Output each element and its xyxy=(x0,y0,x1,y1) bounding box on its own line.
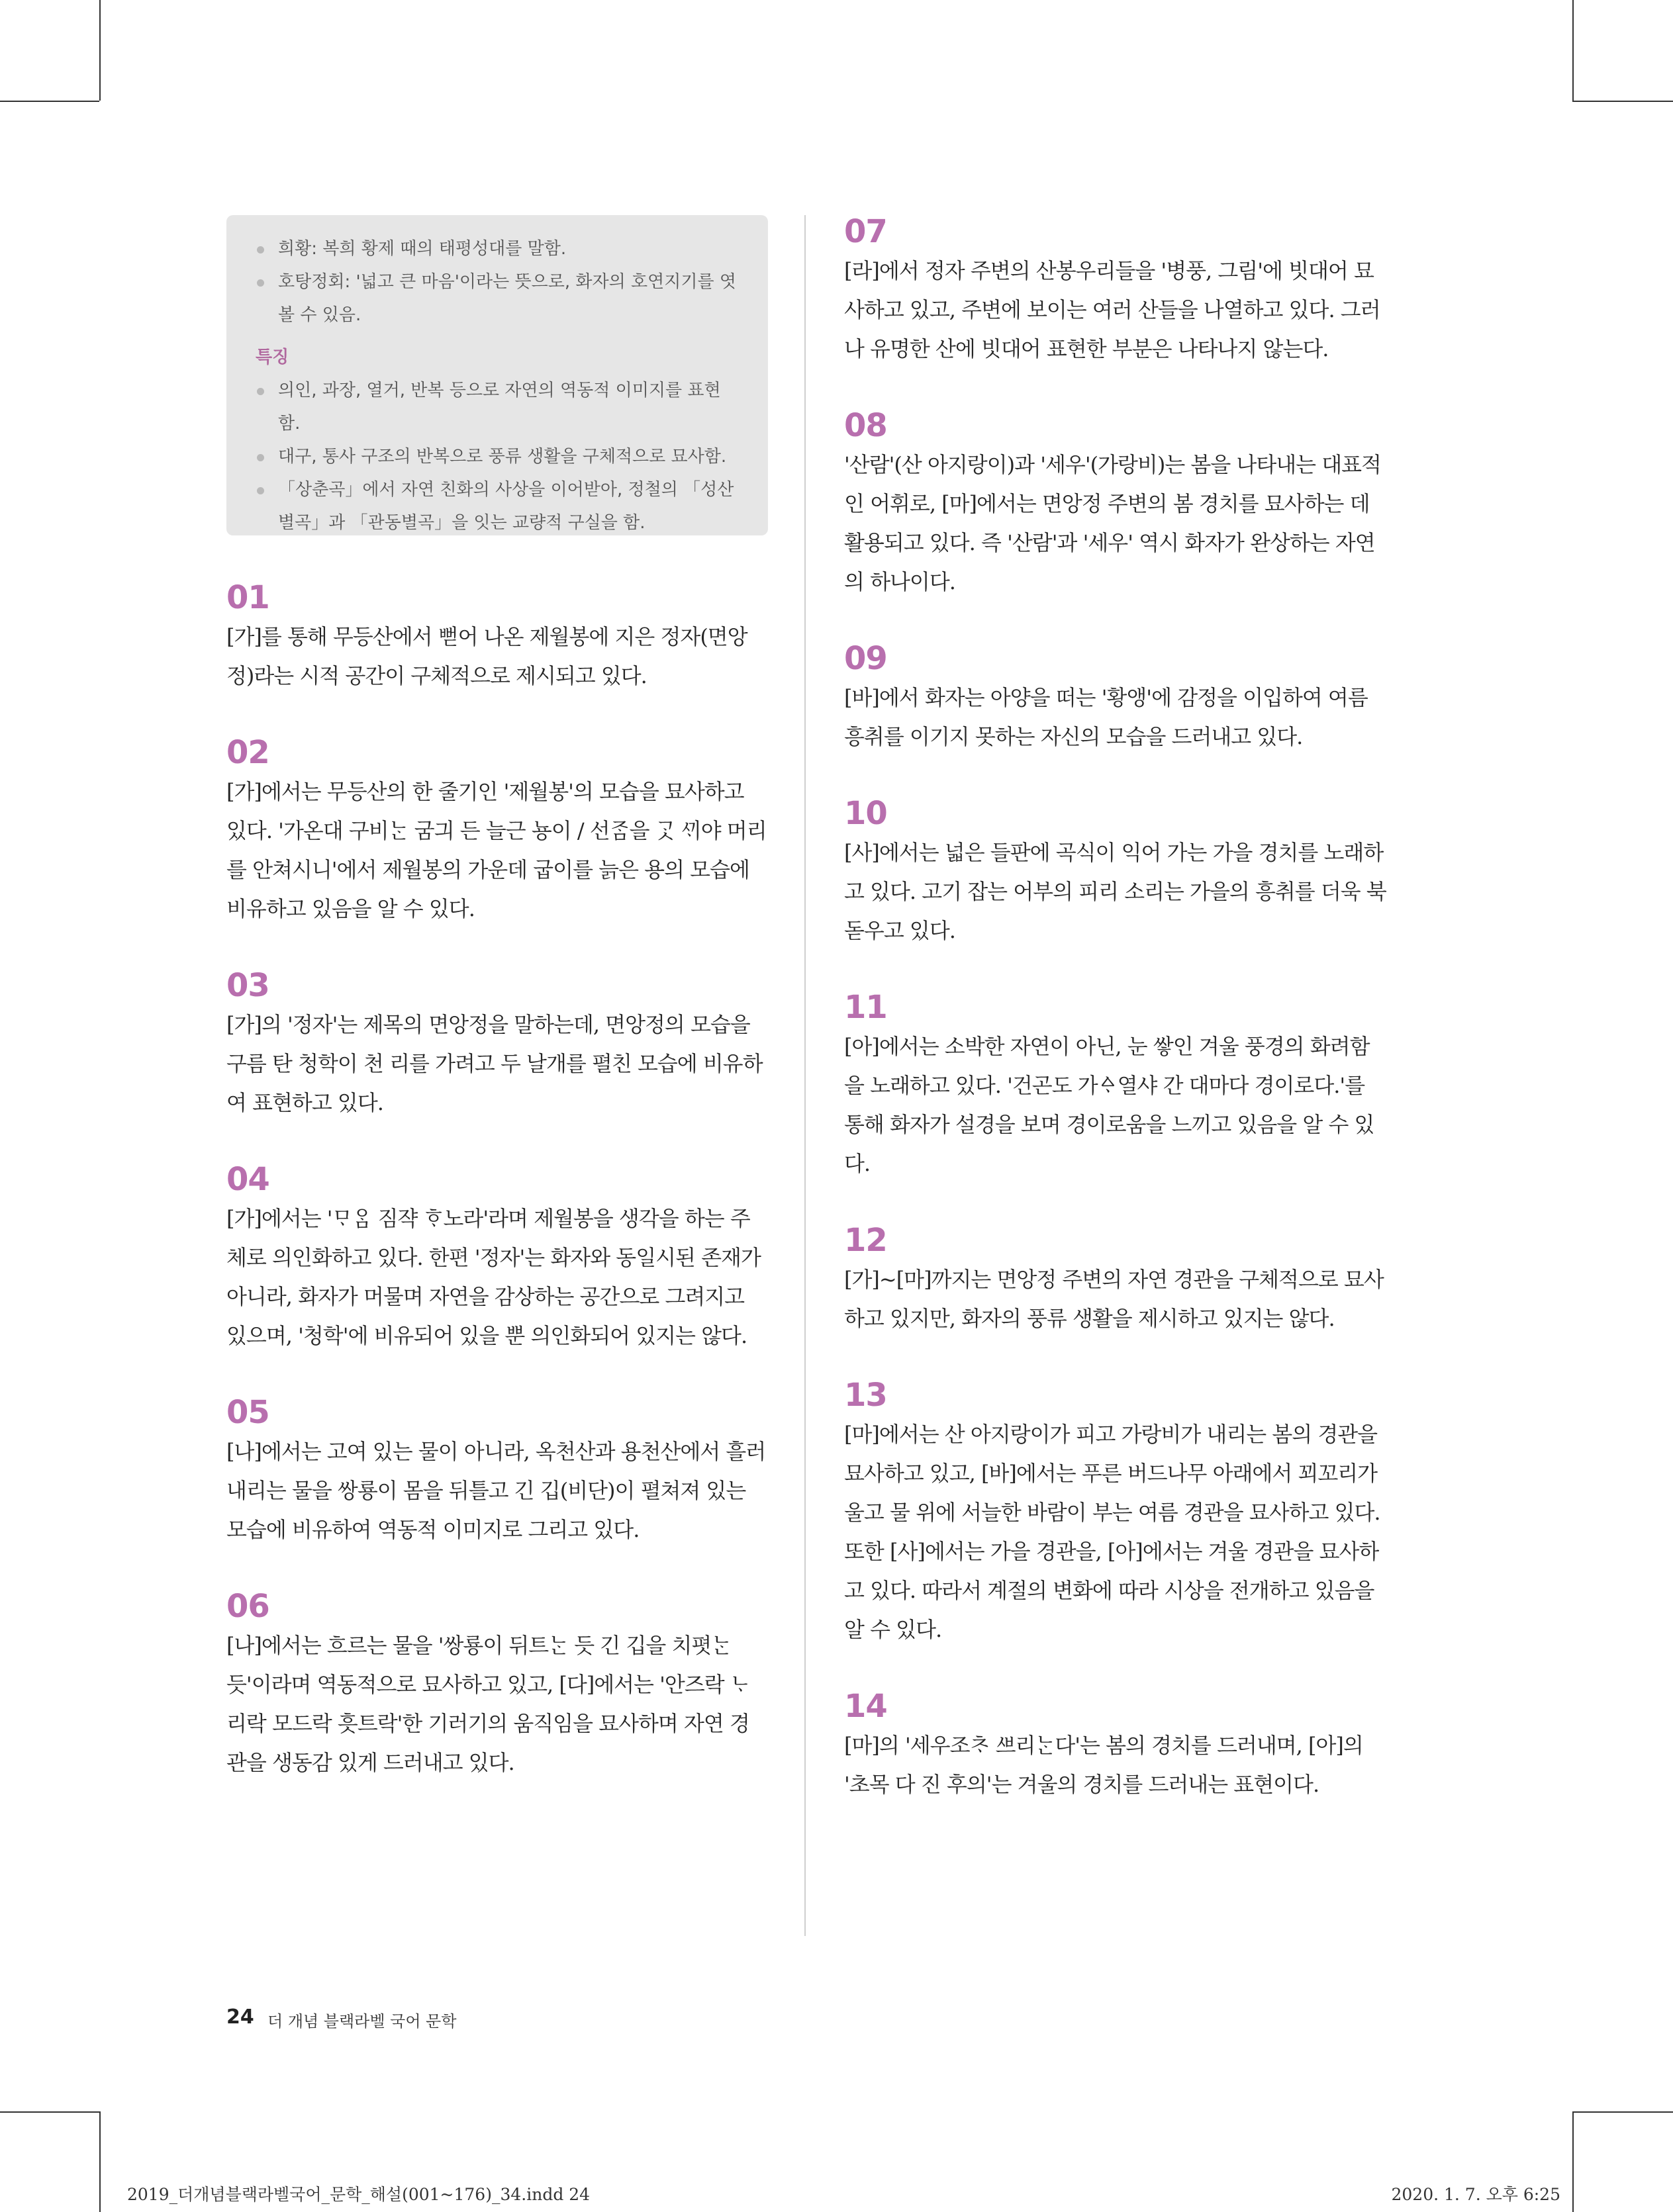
question-text: [가]를 통해 무등산에서 뻗어 나온 제월봉에 지은 정자(면앙정)라는 시적 공간이 구체적으로 제시되고 있다. xyxy=(226,624,747,688)
question-block xyxy=(844,988,1387,1183)
features-heading: 특징 xyxy=(256,347,289,367)
right-column xyxy=(844,212,1387,1841)
question-number: 07 xyxy=(844,213,887,250)
question-text: [나]에서는 흐르는 물을 '쌍룡이 뒤트ᄂᆞᆫ 듯 긴 깁을 치폇ᄂᆞᆫ 듯'이라며 역동적으로 묘사하고 있고, [다]에서는 '안즈락 ᄂᆞ리락 모드락 흣트락'한 기러기의 움직임을 묘사하며 자연 경관을 생동감 있게 드러내고 있다. xyxy=(226,1633,750,1775)
question-text: [가]에서는 'ᄆᆞᄋᆞᆷ 짐쟉 ᄒᆞ노라'라며 제월봉을 생각을 하는 주체로 의인화하고 있다. 한편 '정자'는 화자와 동일시된 존재가 아니라, 화자가 머물며 자연을 감상하는 공간으로 그려지고 있으며, '청학'에 비유되어 있을 뿐 의인화되어 있지는 않다. xyxy=(226,1206,761,1348)
question-text: [가]~[마]까지는 면앙정 주변의 자연 경관을 구체적으로 묘사하고 있지만, 화자의 풍류 생활을 제시하고 있지는 않다. xyxy=(844,1267,1384,1331)
features-list xyxy=(256,374,736,539)
question-text: [바]에서 화자는 아양을 떠는 '황앵'에 감정을 이입하여 여름 흥취를 이기지 못하는 자신의 모습을 드러내고 있다. xyxy=(844,685,1368,749)
question-block xyxy=(226,578,768,696)
question-text: [마]에서는 산 아지랑이가 피고 가랑비가 내리는 봄의 경관을 묘사하고 있고, [바]에서는 푸른 버드나무 아래에서 꾀꼬리가 울고 물 위에 서늘한 바람이 부는 여름 경관을 묘사하고 있다. 또한 [사]에서는 가을 경관을, [아]에서는 겨울 경관을 묘사하고 있다. 따라서 계절의 변화에 따라 시상을 전개하고 있음을 알 수 있다. xyxy=(844,1422,1380,1642)
question-number: 06 xyxy=(226,1588,269,1625)
question-block xyxy=(844,794,1387,950)
slug-file: 2019_더개념블랙라벨국어_문학_해설(001~176)_34.indd 24 xyxy=(127,2185,591,2204)
crop-mark xyxy=(0,101,99,102)
crop-mark xyxy=(99,2111,101,2212)
question-number: 10 xyxy=(844,795,887,832)
column-divider xyxy=(804,215,806,1936)
crop-mark xyxy=(99,0,101,101)
question-text: [라]에서 정자 주변의 산봉우리들을 '병풍, 그림'에 빗대어 묘사하고 있고, 주변에 보이는 여러 산들을 나열하고 있다. 그러나 유명한 산에 빗대어 표현한 부분은 나타나지 않는다. xyxy=(844,258,1380,361)
question-text: [사]에서는 넓은 들판에 곡식이 익어 가는 가을 경치를 노래하고 있다. 고기 잡는 어부의 피리 소리는 가을의 흥취를 더욱 북돋우고 있다. xyxy=(844,840,1386,943)
crop-mark xyxy=(1572,2111,1574,2212)
question-number: 05 xyxy=(226,1394,269,1431)
question-number: 09 xyxy=(844,640,887,677)
page-number: 24 xyxy=(226,2005,254,2029)
book-title: 더 개념 블랙라벨 국어 문학 xyxy=(267,2012,457,2031)
question-block xyxy=(226,733,768,929)
left-column xyxy=(226,215,768,1820)
question-block xyxy=(844,639,1387,757)
question-number: 14 xyxy=(844,1688,887,1725)
question-text: [나]에서는 고여 있는 물이 아니라, 옥천산과 용천산에서 흘러내리는 물을 쌍룡이 몸을 뒤틀고 긴 깁(비단)이 펼쳐져 있는 모습에 비유하여 역동적 이미지로 그리고 있다. xyxy=(226,1439,766,1542)
question-number: 13 xyxy=(844,1377,887,1414)
crop-mark xyxy=(1572,2111,1673,2113)
question-number: 01 xyxy=(226,579,269,616)
question-block xyxy=(844,212,1387,369)
crop-mark xyxy=(1572,0,1574,101)
notes-list xyxy=(256,232,736,332)
question-block xyxy=(226,1393,768,1549)
notes-item: 희황: 복희 황제 때의 태평성대를 말함. xyxy=(256,232,736,265)
question-block xyxy=(844,406,1387,602)
notes-item: 호탕정회: '넓고 큰 마음'이라는 뜻으로, 화자의 호연지기를 엿볼 수 있음. xyxy=(256,265,736,332)
question-number: 11 xyxy=(844,989,887,1026)
crop-mark xyxy=(1572,101,1673,102)
question-text: '산람'(산 아지랑이)과 '세우'(가랑비)는 봄을 나타내는 대표적인 어휘로, [마]에서는 면앙정 주변의 봄 경치를 묘사하는 데 활용되고 있다. 즉 '산람'과 '세우' 역시 화자가 완상하는 자연의 하나이다. xyxy=(844,452,1381,594)
feature-item: 의인, 과장, 열거, 반복 등으로 자연의 역동적 이미지를 표현함. xyxy=(256,374,736,440)
question-text: [마]의 '세우조ᄎᆞ ᄲᅳ리ᄂᆞᆫ다'는 봄의 경치를 드러내며, [아]의 '초목 다 진 후의'는 겨울의 경치를 드러내는 표현이다. xyxy=(844,1733,1363,1797)
question-block xyxy=(226,966,768,1123)
question-text: [아]에서는 소박한 자연이 아닌, 눈 쌓인 겨울 풍경의 화려함을 노래하고 있다. '건곤도 가ᅀᆞ열샤 간 대마다 경이로다.'를 통해 화자가 설경을 보며 경이로움을 느끼고 있음을 알 수 있다. xyxy=(844,1034,1374,1176)
question-number: 08 xyxy=(844,407,887,444)
question-block xyxy=(844,1221,1387,1338)
question-block xyxy=(844,1686,1387,1804)
question-block xyxy=(844,1375,1387,1649)
question-number: 12 xyxy=(844,1222,887,1259)
notes-box xyxy=(226,215,768,535)
feature-item: 대구, 통사 구조의 반복으로 풍류 생활을 구체적으로 묘사함. xyxy=(256,440,736,473)
question-block xyxy=(226,1160,768,1356)
crop-mark xyxy=(0,2111,99,2113)
question-block xyxy=(226,1587,768,1782)
question-text: [가]에서는 무등산의 한 줄기인 '제월봉'의 모습을 묘사하고 있다. '가온대 구비ᄂᆞᆫ 굼긔 든 늘근 뇽이 / 선ᄌᆞᆷ을 ᄀᆞᆺ ᄭᆡ야 머리를 안쳐시니'에서 제월봉의 가운데 굽이를 늙은 용의 모습에 비유하고 있음을 알 수 있다. xyxy=(226,779,767,921)
question-number: 02 xyxy=(226,734,269,771)
feature-item: 「상춘곡」에서 자연 친화의 사상을 이어받아, 정철의 「성산별곡」과 「관동별곡」을 잇는 교량적 구실을 함. xyxy=(256,473,736,539)
question-number: 04 xyxy=(226,1161,269,1198)
question-text: [가]의 '정자'는 제목의 면앙정을 말하는데, 면앙정의 모습을 구름 탄 청학이 천 리를 가려고 두 날개를 펼친 모습에 비유하여 표현하고 있다. xyxy=(226,1012,763,1115)
slug-date: 2020. 1. 7. 오후 6:25 xyxy=(1391,2185,1560,2204)
question-number: 03 xyxy=(226,967,269,1004)
